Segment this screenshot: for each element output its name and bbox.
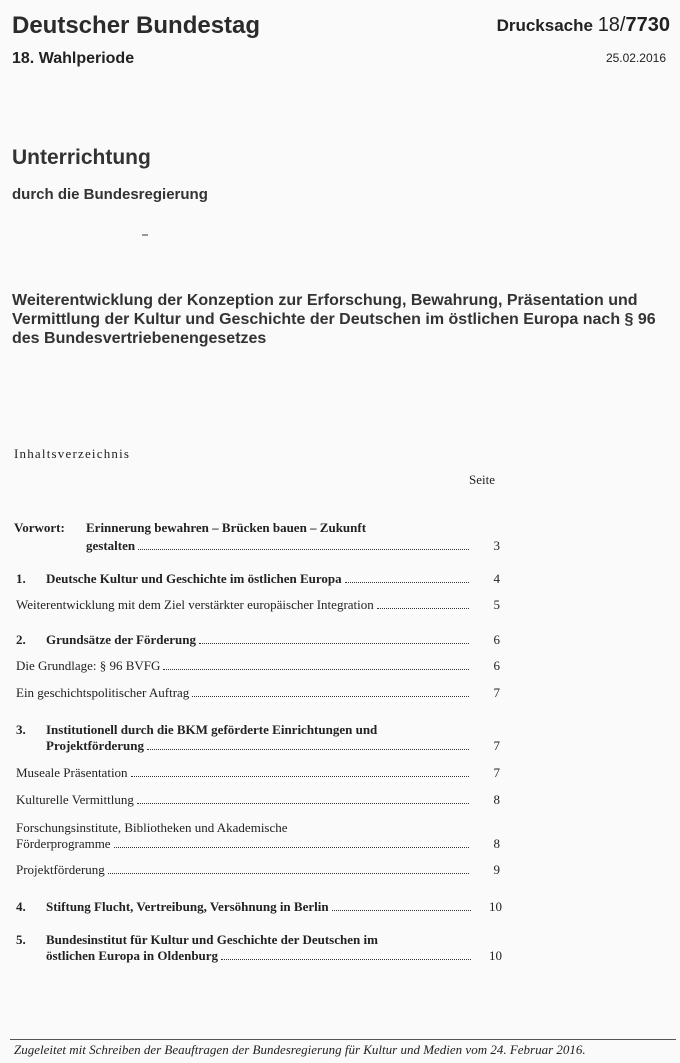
parliament-title: Deutscher Bundestag <box>12 12 261 39</box>
toc-page-number: 7 <box>493 765 500 780</box>
toc-entry-text: Museale Präsentation <box>16 765 128 780</box>
footer-note: Zugeleitet mit Schreiben der Beauftragen der Bundesregierung für Kultur und Medien vom 24. Februar 2016. <box>14 1042 586 1057</box>
toc-page-number: 4 <box>493 571 500 586</box>
toc-entry-text: Stiftung Flucht, Vertreibung, Versöhnung in Berlin <box>46 899 329 914</box>
toc-entry-text: Deutsche Kultur und Geschichte im östlichen Europa <box>46 571 342 586</box>
toc-entry-number: 2. <box>16 632 26 647</box>
footer-divider <box>10 1039 676 1040</box>
toc-entry-2-2[interactable] <box>16 685 500 701</box>
toc-leader <box>332 910 471 911</box>
toc-entry-text: Grundsätze der Förderung <box>46 632 196 647</box>
drucksache-number <box>497 14 670 37</box>
toc-leader <box>377 608 469 609</box>
toc-page-number: 9 <box>493 862 500 877</box>
toc-page-number: 10 <box>489 899 502 914</box>
toc-page-number: 3 <box>493 538 500 553</box>
toc-page-number: 8 <box>493 792 500 807</box>
toc-page-number: 6 <box>493 658 500 673</box>
toc-entry-text: Forschungsinstitute, Bibliotheken und Akademische <box>16 820 288 835</box>
document-type: Unterrichtung <box>12 146 151 169</box>
toc-entry-number: Vorwort: <box>14 520 65 535</box>
toc-leader <box>147 749 469 750</box>
toc-entry-text: Bundesinstitut für Kultur und Geschichte der Deutschen im <box>46 932 378 947</box>
toc-entry-text: Weiterentwicklung mit dem Ziel verstärkter europäischer Integration <box>16 597 374 612</box>
toc-leader <box>108 873 469 874</box>
toc-entry-text: Ein geschichtspolitischer Auftrag <box>16 685 190 700</box>
main-title: Weiterentwicklung der Konzeption zur Erforschung, Bewahrung, Präsentation und Vermittlung der Kultur und Geschichte der Deutschen im östlichen Europa nach § 96 des Bundesvertriebenengesetzes <box>12 292 656 347</box>
toc-entry-1[interactable] <box>16 571 500 587</box>
drucksache-number-part1: 18/ <box>597 14 626 36</box>
toc-entry-text: Erinnerung bewahren – Brücken bauen – Zukunft <box>86 520 367 535</box>
toc-page-number: 7 <box>493 738 500 753</box>
toc-page-number: 7 <box>493 685 500 700</box>
drucksache-label: Drucksache <box>496 16 593 35</box>
toc-leader <box>192 696 469 697</box>
document-subtitle: durch die Bundesregierung <box>12 186 208 203</box>
toc-entry-2[interactable] <box>16 632 500 648</box>
toc-entry-3-4[interactable] <box>16 862 500 878</box>
toc-entry-3-line2[interactable] <box>46 738 500 754</box>
toc-entry-vorwort-line2[interactable] <box>86 538 500 554</box>
scan-mark <box>142 234 148 236</box>
toc-entry-5-line1[interactable] <box>16 932 378 948</box>
document-date: 25.02.2016 <box>605 51 666 65</box>
legislative-period: 18. Wahlperiode <box>12 50 135 67</box>
toc-entry-text: Projektförderung <box>16 862 105 877</box>
toc-leader <box>163 669 469 670</box>
toc-entry-2-1[interactable] <box>16 658 500 674</box>
toc-entry-number: 5. <box>16 932 26 947</box>
toc-entry-text: Förderprogramme <box>16 836 111 851</box>
toc-leader <box>114 847 469 848</box>
toc-page-label: Seite <box>469 472 495 487</box>
toc-entry-text: Kulturelle Vermittlung <box>16 792 134 807</box>
toc-entry-3-line1[interactable] <box>16 722 377 738</box>
toc-page-number: 8 <box>493 836 500 851</box>
toc-entry-text: Institutionell durch die BKM geförderte Einrichtungen und <box>46 722 378 737</box>
toc-entry-text: Projektförderung <box>46 738 144 753</box>
toc-heading: Inhaltsverzeichnis <box>14 446 131 461</box>
toc-page-number: 5 <box>493 597 500 612</box>
toc-leader <box>131 776 469 777</box>
toc-leader <box>345 582 469 583</box>
toc-entry-3-2[interactable] <box>16 792 500 808</box>
toc-leader <box>137 803 469 804</box>
toc-entry-4[interactable] <box>16 899 502 915</box>
toc-entry-text: Die Grundlage: § 96 BVFG <box>16 658 161 673</box>
toc-entry-5-line2[interactable] <box>46 948 502 964</box>
toc-entry-number: 3. <box>16 722 26 737</box>
toc-entry-3-3-line1[interactable] <box>16 820 288 836</box>
toc-leader <box>138 549 469 550</box>
toc-entry-text: gestalten <box>86 538 136 553</box>
toc-page-number: 6 <box>493 632 500 647</box>
toc-entry-3-3-line2[interactable] <box>16 836 500 852</box>
toc-entry-3-1[interactable] <box>16 765 500 781</box>
toc-entry-text: östlichen Europa in Oldenburg <box>46 948 219 963</box>
toc-entry-number: 4. <box>16 899 26 914</box>
toc-page-number: 10 <box>489 948 502 963</box>
drucksache-number-part2: 7730 <box>625 14 670 36</box>
toc-leader <box>199 643 469 644</box>
toc-entry-number: 1. <box>16 571 26 586</box>
toc-entry-vorwort-line1[interactable] <box>14 520 366 536</box>
toc-entry-1-1[interactable] <box>16 597 500 613</box>
toc-leader <box>221 959 471 960</box>
